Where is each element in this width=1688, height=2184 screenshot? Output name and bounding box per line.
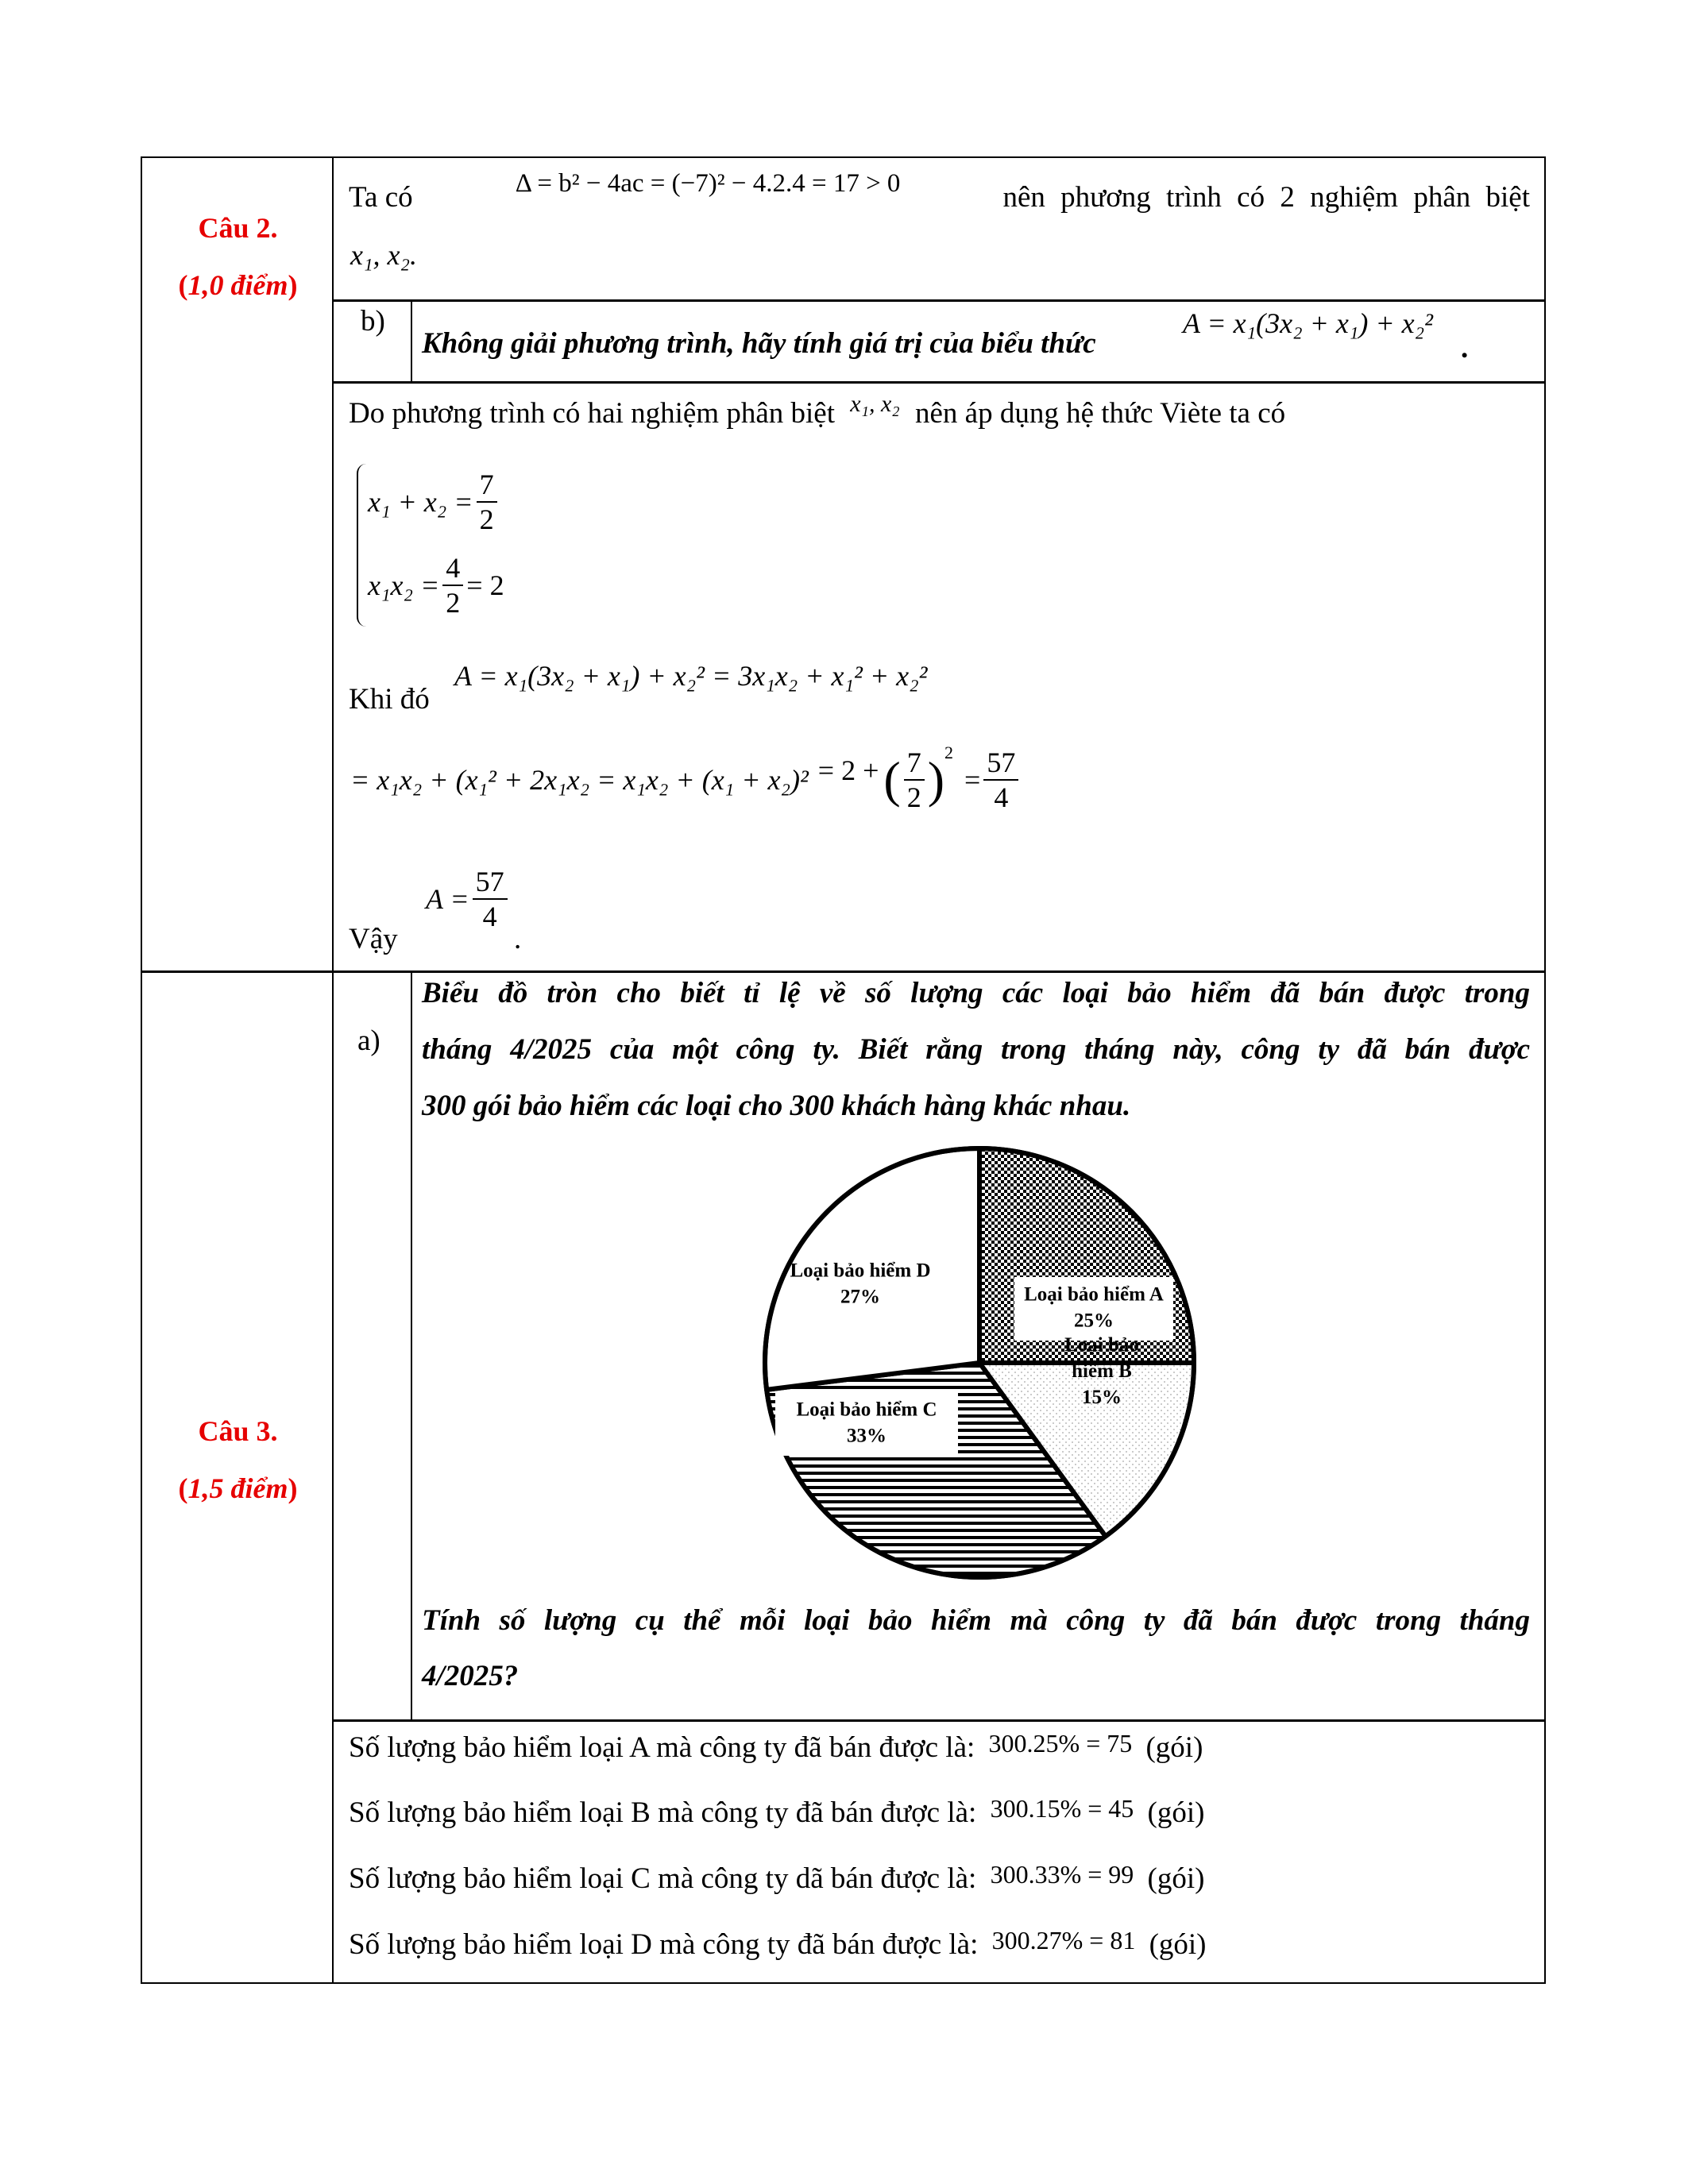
pie-category-label: hiểm B <box>1072 1360 1132 1382</box>
question-line: 4/2025? <box>422 1660 519 1692</box>
viete-product: x₁x₂ = $\frac{4}{2}$ = 2 <box>368 552 504 619</box>
delta-line <box>349 169 1530 215</box>
pie-category-label: Loại bảo hiểm A <box>1024 1283 1164 1306</box>
fraction: $\frac{57}{4}$ <box>473 865 508 933</box>
then-label: Khi đó <box>349 683 430 716</box>
question-number: Câu 2. <box>198 212 278 244</box>
part-b-label: b) <box>361 305 385 338</box>
part-a-line: 300 gói bảo hiểm các loại cho 300 khách hàng khác nhau. <box>422 1090 1131 1122</box>
fraction: $\frac{7}{2}$ <box>477 468 497 536</box>
delta-expression: Δ = b² − 4ac = (−7)² − 4.2.4 = 17 > 0 <box>515 169 901 198</box>
part-a-line: tháng 4/2025 của một công ty. Biết rằng trong tháng này, công ty đã bán được <box>422 1033 1530 1066</box>
subcolumn-divider <box>411 299 412 381</box>
question-number: Câu 3. <box>198 1415 278 1447</box>
answer-line-a: Số lượng bảo hiểm loại A mà công ty đã bán được là: 300.25% = 75 (gói) <box>349 1729 1203 1764</box>
conclusion-expression: A = $\frac{57}{4}$ <box>426 865 511 933</box>
then-expression: A = x₁(3x₂ + x₁) + x₂² = 3x₁x₂ + x₁² + x₂² <box>454 660 928 692</box>
pie-category-label: Loại bảo <box>1064 1334 1139 1356</box>
pie-value-label: 15% <box>1082 1387 1122 1408</box>
paren-fraction: ( $\frac{7}{2}$ ) <box>883 747 944 813</box>
question-points: (1,0 điểm) <box>178 269 298 301</box>
answer-table <box>141 156 1546 1984</box>
answer-line-d: Số lượng bảo hiểm loại D mà công ty đã bán được là: 300.27% = 81 (gói) <box>349 1926 1207 1961</box>
viete-system-brace <box>357 464 366 627</box>
question-label-3 <box>142 1403 334 1517</box>
question-points: (1,5 điểm) <box>178 1472 298 1504</box>
pie-category-label: Loại bảo hiểm C <box>796 1399 937 1421</box>
pie-category-label: Loại bảo hiểm D <box>790 1260 931 1282</box>
step2-line: = x₁x₂ + (x₁² + 2x₁x₂ = x₁x₂ + (x₁ + x₂)² = 2 + ( $\frac{7}{2}$ ) $^2$ = $\frac{57}{4}$ <box>350 746 1022 814</box>
question-label-2 <box>142 199 334 314</box>
row-divider <box>332 1719 1544 1722</box>
part-a-label: a) <box>357 1024 380 1057</box>
row-divider <box>332 299 1544 302</box>
question-line: Tính số lượng cụ thể mỗi loại bảo hiểm mà công ty đã bán được trong tháng <box>422 1604 1530 1637</box>
pie-chart <box>747 1136 1215 1596</box>
part-b-expression: A = x₁(3x₂ + x₁) + x₂² <box>1183 307 1433 339</box>
conclusion-period: . <box>514 923 522 955</box>
roots-label: x₁, x₂. <box>350 239 417 271</box>
part-b-period: . <box>1461 332 1469 365</box>
answer-line-c: Số lượng bảo hiểm loại C mà công ty dã bán được là: 300.33% = 99 (gói) <box>349 1860 1205 1895</box>
pie-value-label: 33% <box>847 1425 886 1447</box>
row-divider <box>332 381 1544 384</box>
row-divider <box>142 970 1544 973</box>
fraction: $\frac{57}{4}$ <box>983 746 1018 814</box>
conclusion-label: Vậy <box>349 923 398 955</box>
part-a-line: Biểu đồ tròn cho biết tỉ lệ về số lượng các loại bảo hiểm đã bán được trong <box>422 977 1530 1009</box>
viete-sum: x₁ + x₂ = $\frac{7}{2}$ <box>368 468 500 536</box>
answer-line-b: Số lượng bảo hiểm loại B mà công ty đã bán được là: 300.15% = 45 (gói) <box>349 1794 1205 1829</box>
viete-line: Do phương trình có hai nghiệm phân biệt $^{x_1, x_2}$ nên áp dụng hệ thức Viète ta có <box>349 391 1286 430</box>
fraction: $\frac{4}{2}$ <box>442 551 463 619</box>
part-b-prompt: Không giải phương trình, hãy tính giá trị của biểu thức <box>422 327 1096 360</box>
pie-value-label: 25% <box>1074 1310 1114 1332</box>
intro-prefix: Ta có <box>349 181 413 214</box>
subcolumn-divider <box>411 970 412 1720</box>
pie-value-label: 27% <box>840 1286 880 1308</box>
intro-suffix: nên phương trình có 2 nghiệm phân biệt <box>1002 181 1530 214</box>
column-divider <box>332 158 334 1982</box>
